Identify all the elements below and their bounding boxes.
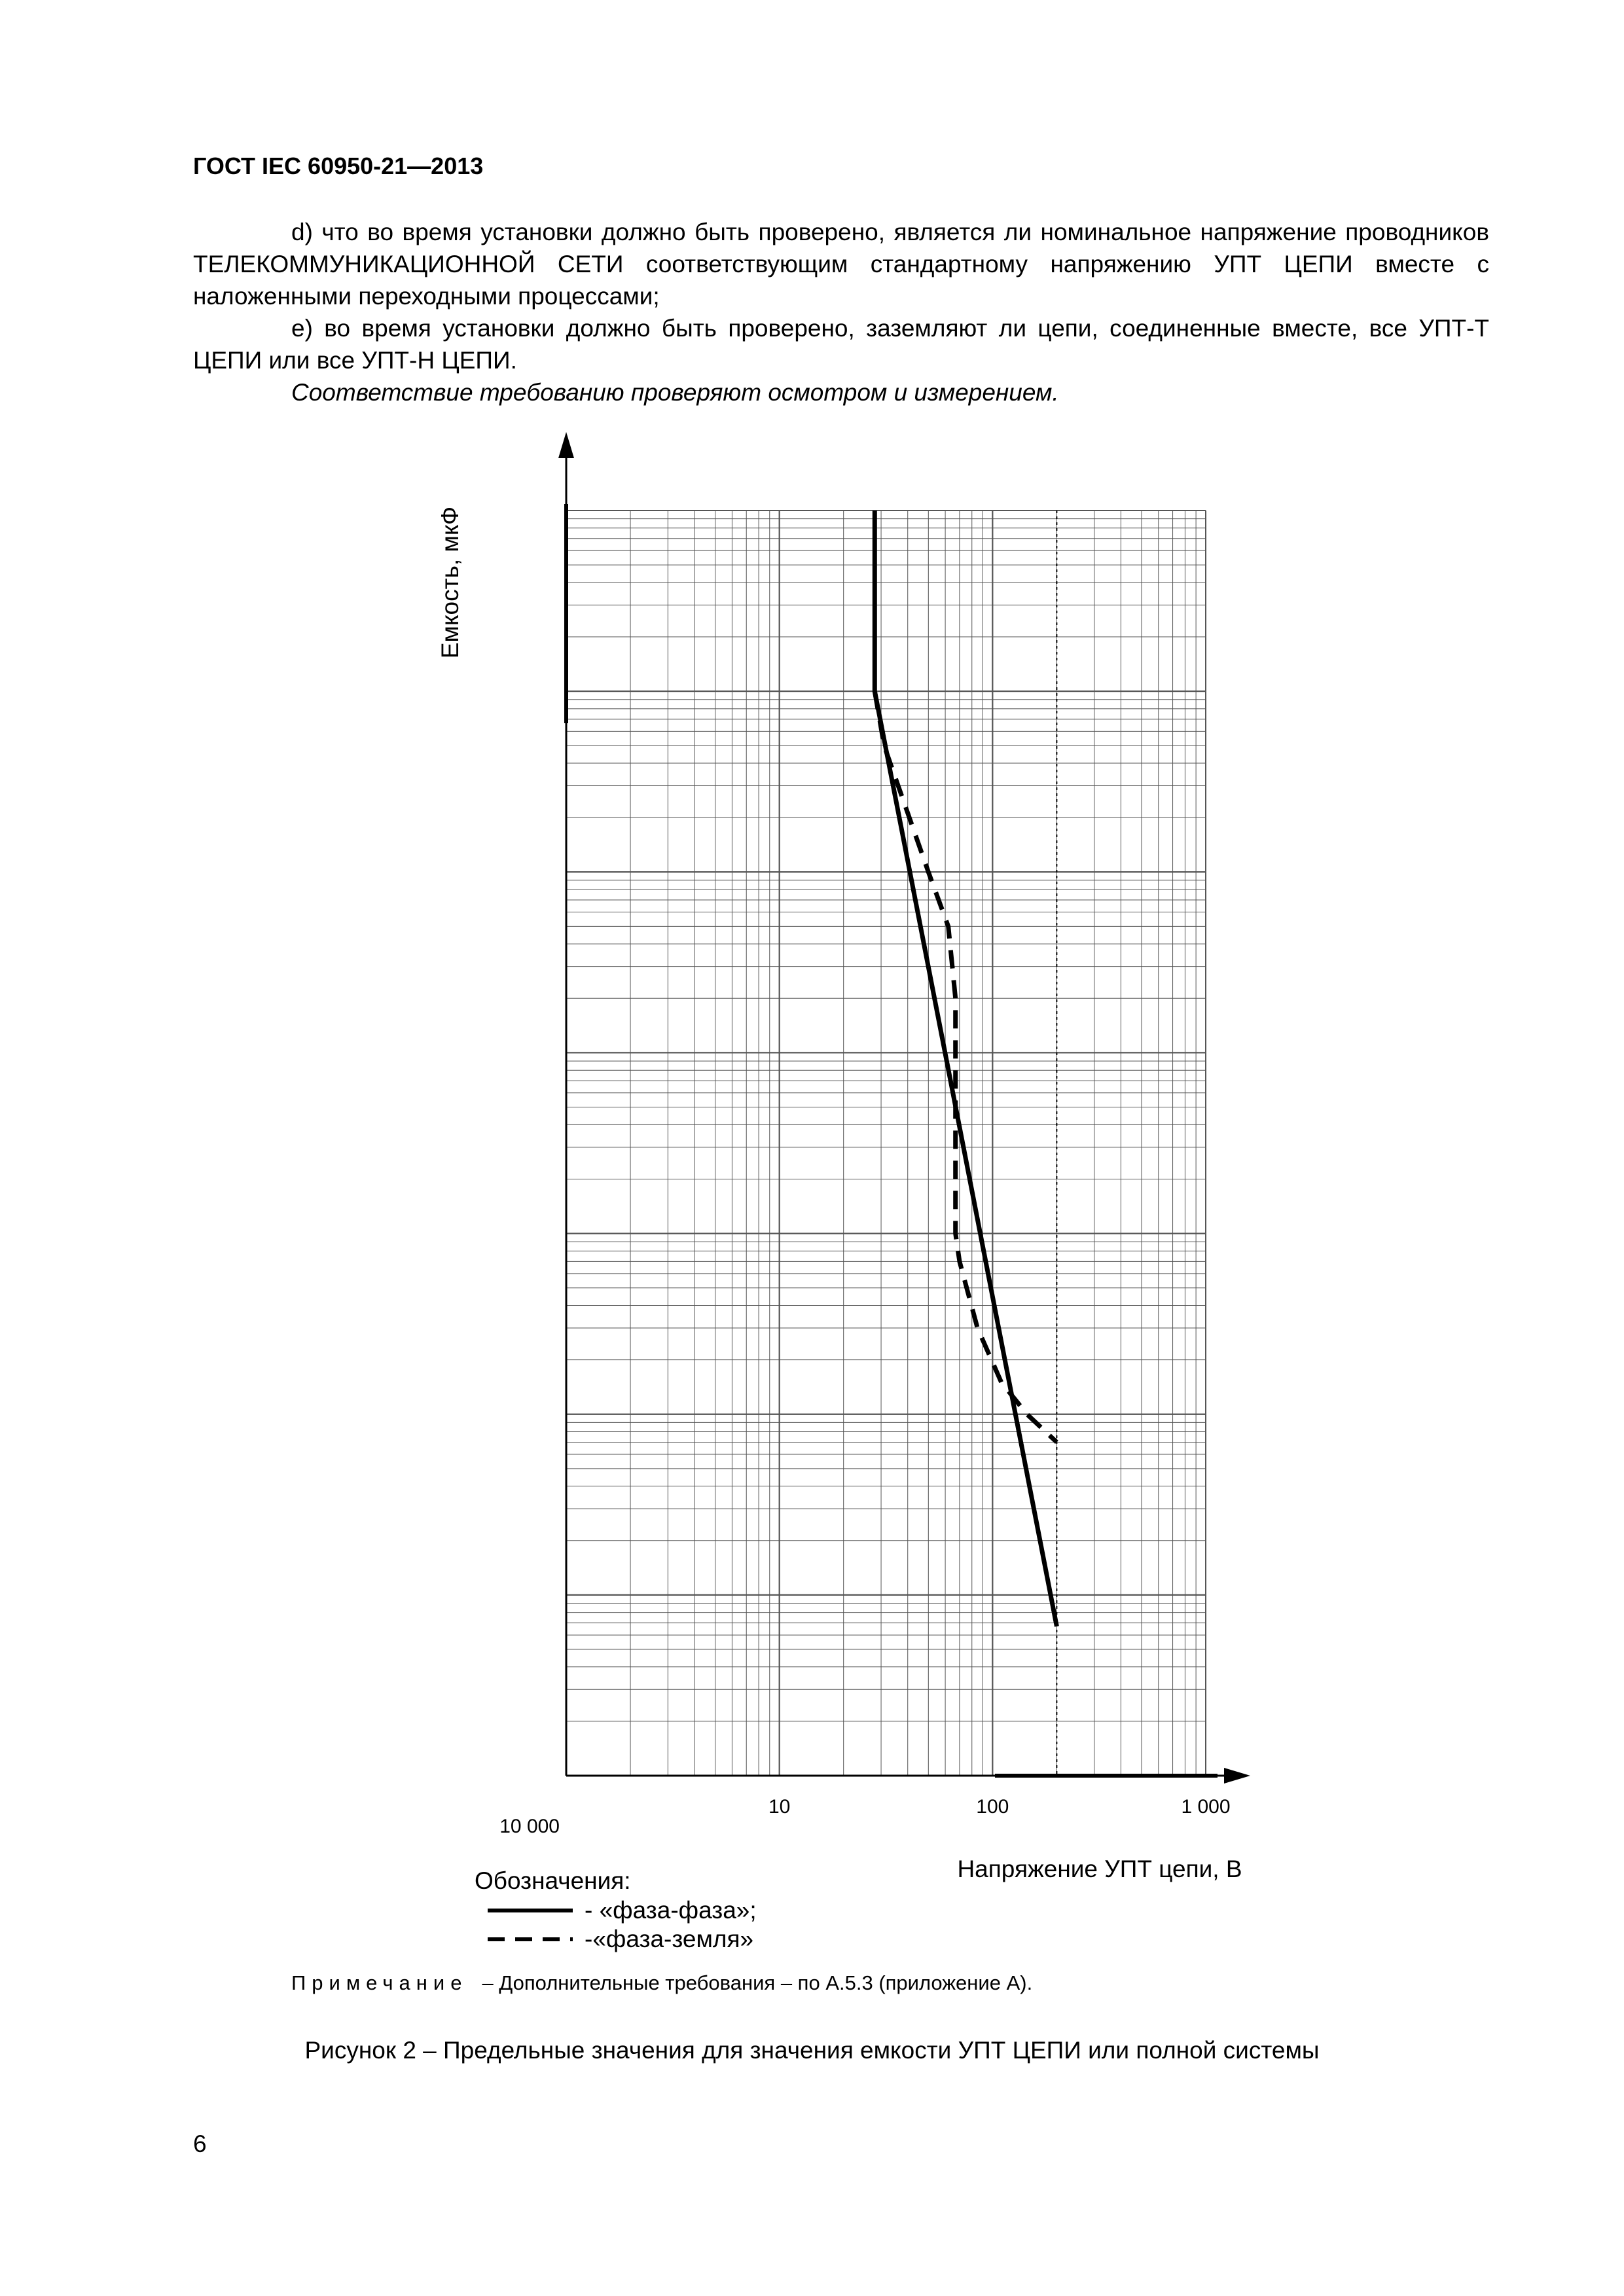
figure-caption: Рисунок 2 – Предельные значения для значения емкости УПТ ЦЕПИ или полной системы: [304, 2037, 1320, 2064]
paragraph-d-text: d) что во время установки должно быть проверено, является ли номинальное напряжение проводников ТЕЛЕКОММУНИКАЦИОННОЙ СЕТИ соответствующим стандартному напряжению УПТ ЦЕПИ вместе с наложенными переходными процессами;: [193, 219, 1489, 310]
x-tick-label: 10: [768, 1796, 791, 1818]
chart-axes: [558, 432, 1250, 1784]
legend-item-solid: [488, 1897, 757, 1924]
chart-series: [875, 511, 1056, 1626]
legend-item-label: - «фаза-фаза»;: [585, 1897, 757, 1924]
paragraph-e: [193, 312, 1489, 376]
y-tick-label: 10 000: [499, 1816, 560, 1837]
document-header: ГОСТ IEC 60950-21—2013: [193, 152, 484, 179]
page-number: 6: [193, 2130, 207, 2157]
legend-title: Обозначения:: [475, 1867, 631, 1894]
note-text: – Дополнительные требования – по А.5.3 (приложение А).: [482, 1971, 1033, 1994]
y-axis-label: Емкость, мкФ: [437, 506, 463, 659]
legend-solid-line-swatch: [488, 1904, 573, 1917]
chart-labels: [437, 507, 1242, 1882]
note: [291, 1971, 1032, 1995]
series-line-faza-faza: [875, 511, 1056, 1626]
legend-item-label: -«фаза-земля»: [585, 1926, 754, 1952]
compliance-text: Соответствие требованию проверяют осмотром и измерением.: [291, 379, 1059, 406]
x-axis-label: Напряжение УПТ цепи, В: [957, 1856, 1242, 1882]
chart-grid: [566, 511, 1206, 1776]
series-line-faza-zemlya: [875, 691, 1056, 1442]
note-lead: Примечание: [291, 1971, 468, 1994]
x-tick-label: 1 000: [1181, 1796, 1231, 1818]
legend-dashed-line-swatch: [488, 1933, 573, 1946]
paragraph-e-text: е) во время установки должно быть проверено, заземляют ли цепи, соединенные вместе, все УПТ-Т ЦЕПИ или все УПТ-Н ЦЕПИ.: [193, 315, 1489, 374]
paragraph-d: [193, 216, 1489, 312]
compliance-statement: [193, 376, 1489, 408]
x-axis-arrow: [1224, 1768, 1250, 1784]
legend-item-dashed: [488, 1926, 753, 1953]
x-tick-label: 100: [976, 1796, 1009, 1818]
y-axis-arrow: [558, 432, 574, 458]
